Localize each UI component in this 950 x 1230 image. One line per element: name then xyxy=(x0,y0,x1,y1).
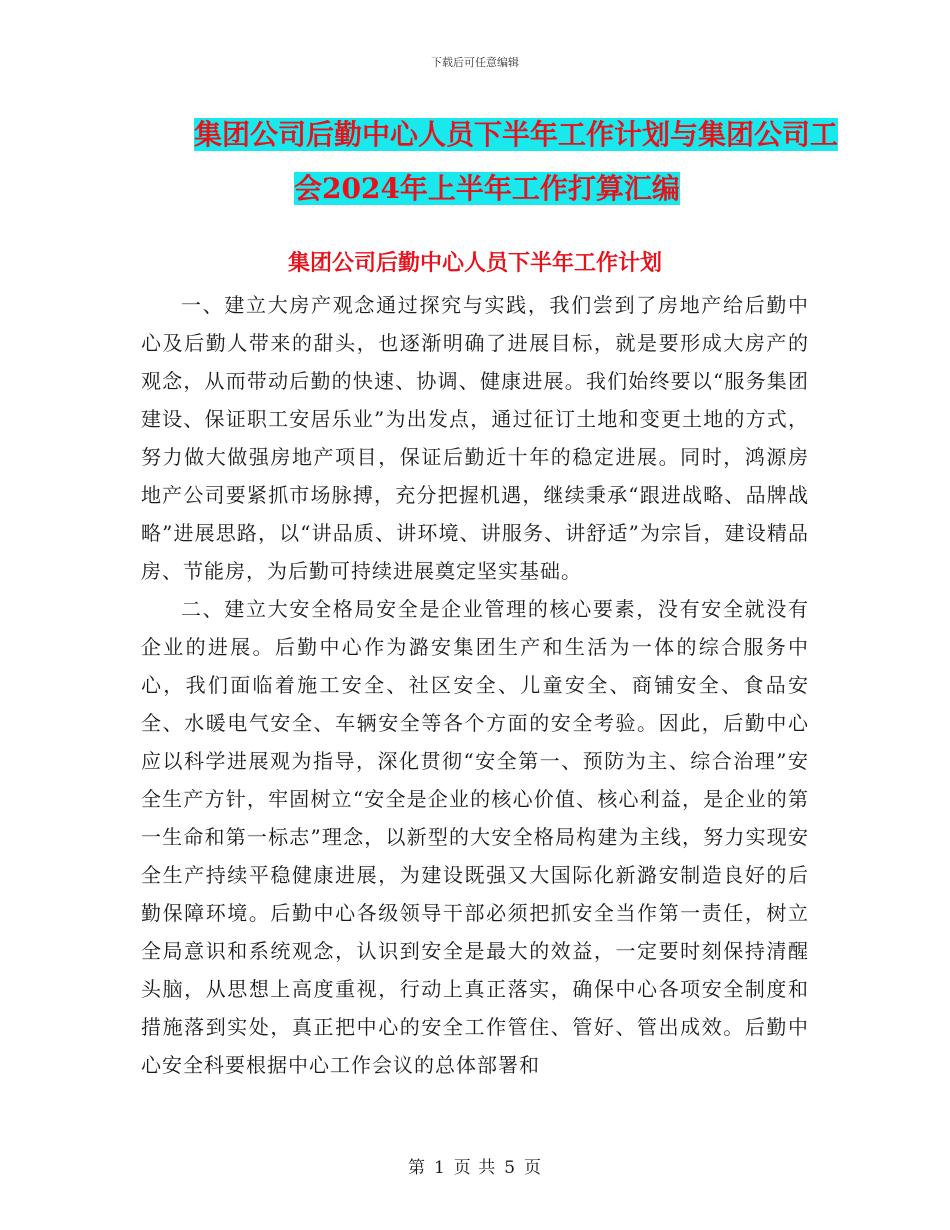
section-title: 集团公司后勤中心人员下半年工作计划 xyxy=(287,250,662,276)
footer-prefix: 第 xyxy=(407,1158,426,1178)
page-footer xyxy=(0,1153,950,1178)
footer-middle: 页 共 xyxy=(453,1158,497,1178)
page-number: 1 xyxy=(433,1158,446,1178)
header-note: 下载后可任意编辑 xyxy=(431,56,519,69)
document-title xyxy=(150,108,839,216)
total-pages: 5 xyxy=(504,1158,517,1178)
paragraph-2: 二、建立大安全格局安全是企业管理的核心要素，没有安全就没有企业的进展。后勤中心作为潞安集团生产和生活为一体的综合服务中心，我们面临着施工安全、社区安全、儿童安全、商铺安全、食品安全、水暖电气安全、车辆安全等各个方面的安全考验。因此，后勤中心应以科学进展观为指导，深化贯彻“安全第一、预防为主、综合治理”安全生产方针，牢固树立“安全是企业的核心价值、核心利益，是企业的第一生命和第一标志”理念，以新型的大安全格局构建为主线，努力实现安全生产持续平稳健康进展，为建设既强又大国际化新潞安制造良好的后勤保障环境。后勤中心各级领导干部必须把抓安全当作第一责任，树立全局意识和系统观念，认识到安全是最大的效益，一定要时刻保持清醒头脑，从思想上高度重视，行动上真正落实，确保中心各项安全制度和措施落到实处，真正把中心的安全工作管住、管好、管出成效。后勤中心安全科要根据中心工作会议的总体部署和 xyxy=(141,597,809,1077)
footer-suffix: 页 xyxy=(524,1158,543,1178)
paragraph-1: 一、建立大房产观念通过探究与实践，我们尝到了房地产给后勤中心及后勤人带来的甜头，也逐渐明确了进展目标，就是要形成大房产的观念，从而带动后勤的快速、协调、健康进展。我们始终要以“服务集团建设、保证职工安居乐业”为出发点，通过征订土地和变更土地的方式，努力做大做强房地产项目，保证后勤近十年的稳定进展。同时，鸿源房地产公司要紧抓市场脉搏，充分把握机遇，继续秉承“跟进战略、品牌战略”进展思路，以“讲品质、讲环境、讲服务、讲舒适”为宗旨，建设精品房、节能房，为后勤可持续进展奠定坚实基础。 xyxy=(141,293,809,583)
title-line-1: 集团公司后勤中心人员下半年工作计划与集团公司工 xyxy=(194,118,839,151)
title-line-2: 会2024年上半年工作打算汇编 xyxy=(294,172,680,205)
body-text xyxy=(141,286,809,1084)
